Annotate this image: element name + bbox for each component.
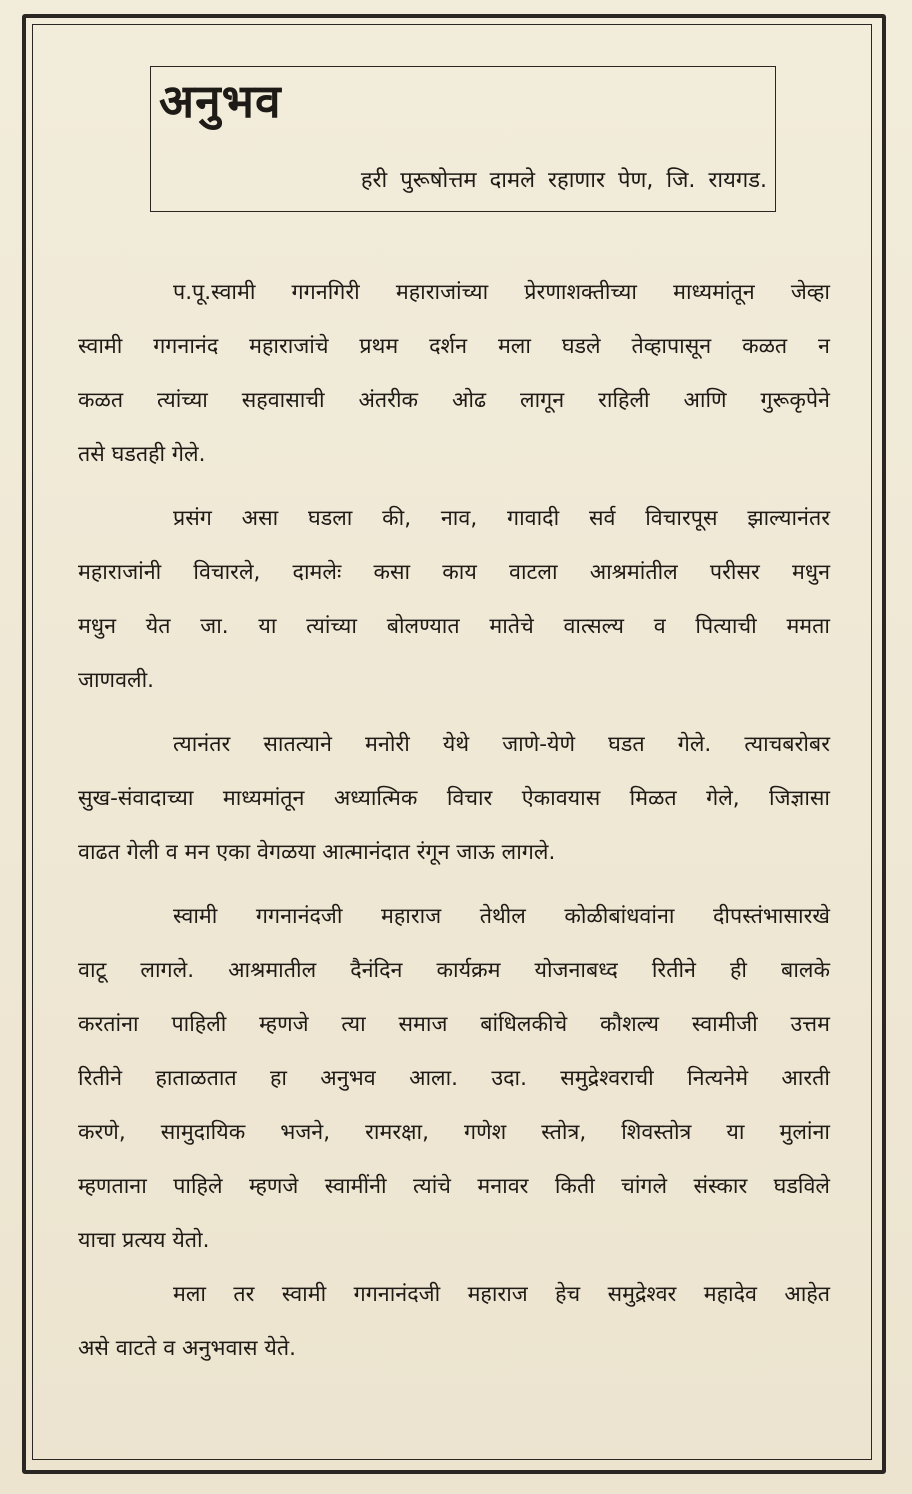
text-line: प्रसंग असा घडला की, नाव, गावादी सर्व विचारपूस झाल्यानंतर — [173, 506, 830, 531]
text-line: करतांना पाहिली म्हणजे त्या समाज बांधिलकीचे कौशल्य स्वामीजी उत्तम — [78, 1012, 830, 1037]
text-line: रितीने हाताळतात हा अनुभव आला. उदा. समुद्रेश्वराची नित्यनेमे आरती — [78, 1066, 830, 1091]
article-title: अनुभव — [159, 74, 282, 128]
text-line: महाराजांनी विचारले, दामलेः कसा काय वाटला आश्रमांतील परीसर मधुन — [78, 560, 830, 585]
text-line: वाढत गेली व मन एका वेगळया आत्मानंदात रंगून जाऊ लागले. — [78, 840, 556, 865]
paragraph-2 — [78, 492, 830, 708]
text-line: कळत त्यांच्या सहवासाची अंतरीक ओढ लागून राहिली आणि गुरूकृपेने — [78, 388, 830, 413]
text-line: म्हणताना पाहिले म्हणजे स्वामींनी त्यांचे मनावर किती चांगले संस्कार घडविले — [78, 1174, 830, 1199]
text-line: प.पू.स्वामी गगनगिरी महाराजांच्या प्रेरणाशक्तीच्या माध्यमांतून जेव्हा — [173, 280, 830, 305]
text-line: स्वामी गगनानंद महाराजांचे प्रथम दर्शन मला घडले तेव्हापासून कळत न — [78, 334, 830, 359]
text-line: स्वामी गगनानंदजी महाराज तेथील कोळीबांधवांना दीपस्तंभासारखे — [173, 904, 830, 929]
text-line: मधुन येत जा. या त्यांच्या बोलण्यात मातेचे वात्सल्य व पित्याची ममता — [78, 614, 830, 639]
text-line: वाटू लागले. आश्रमातील दैनंदिन कार्यक्रम योजनाबध्द रितीने ही बालके — [78, 958, 830, 983]
header-box — [150, 66, 776, 212]
text-line: करणे, सामुदायिक भजने, रामरक्षा, गणेश स्तोत्र, शिवस्तोत्र या मुलांना — [78, 1120, 830, 1145]
text-line: याचा प्रत्यय येतो. — [78, 1228, 210, 1253]
paragraph-4 — [78, 890, 830, 1268]
paragraph-3 — [78, 718, 830, 880]
text-line: तसे घडतही गेले. — [78, 442, 206, 467]
article-body — [78, 266, 830, 1376]
author-line: हरी पुरूषोत्तम दामले रहाणार पेण, जि. रायगड. — [360, 168, 767, 193]
paragraph-5 — [78, 1268, 830, 1376]
text-line: सुख-संवादाच्या माध्यमांतून अध्यात्मिक विचार ऐकावयास मिळत गेले, जिज्ञासा — [78, 786, 830, 811]
text-line: जाणवली. — [78, 668, 155, 693]
paragraph-1 — [78, 266, 830, 482]
text-line: त्यानंतर सातत्याने मनोरी येथे जाणे-येणे घडत गेले. त्याचबरोबर — [173, 732, 830, 757]
text-line: असे वाटते व अनुभवास येते. — [78, 1336, 296, 1361]
text-line: मला तर स्वामी गगनानंदजी महाराज हेच समुद्रेश्वर महादेव आहेत — [173, 1282, 830, 1307]
